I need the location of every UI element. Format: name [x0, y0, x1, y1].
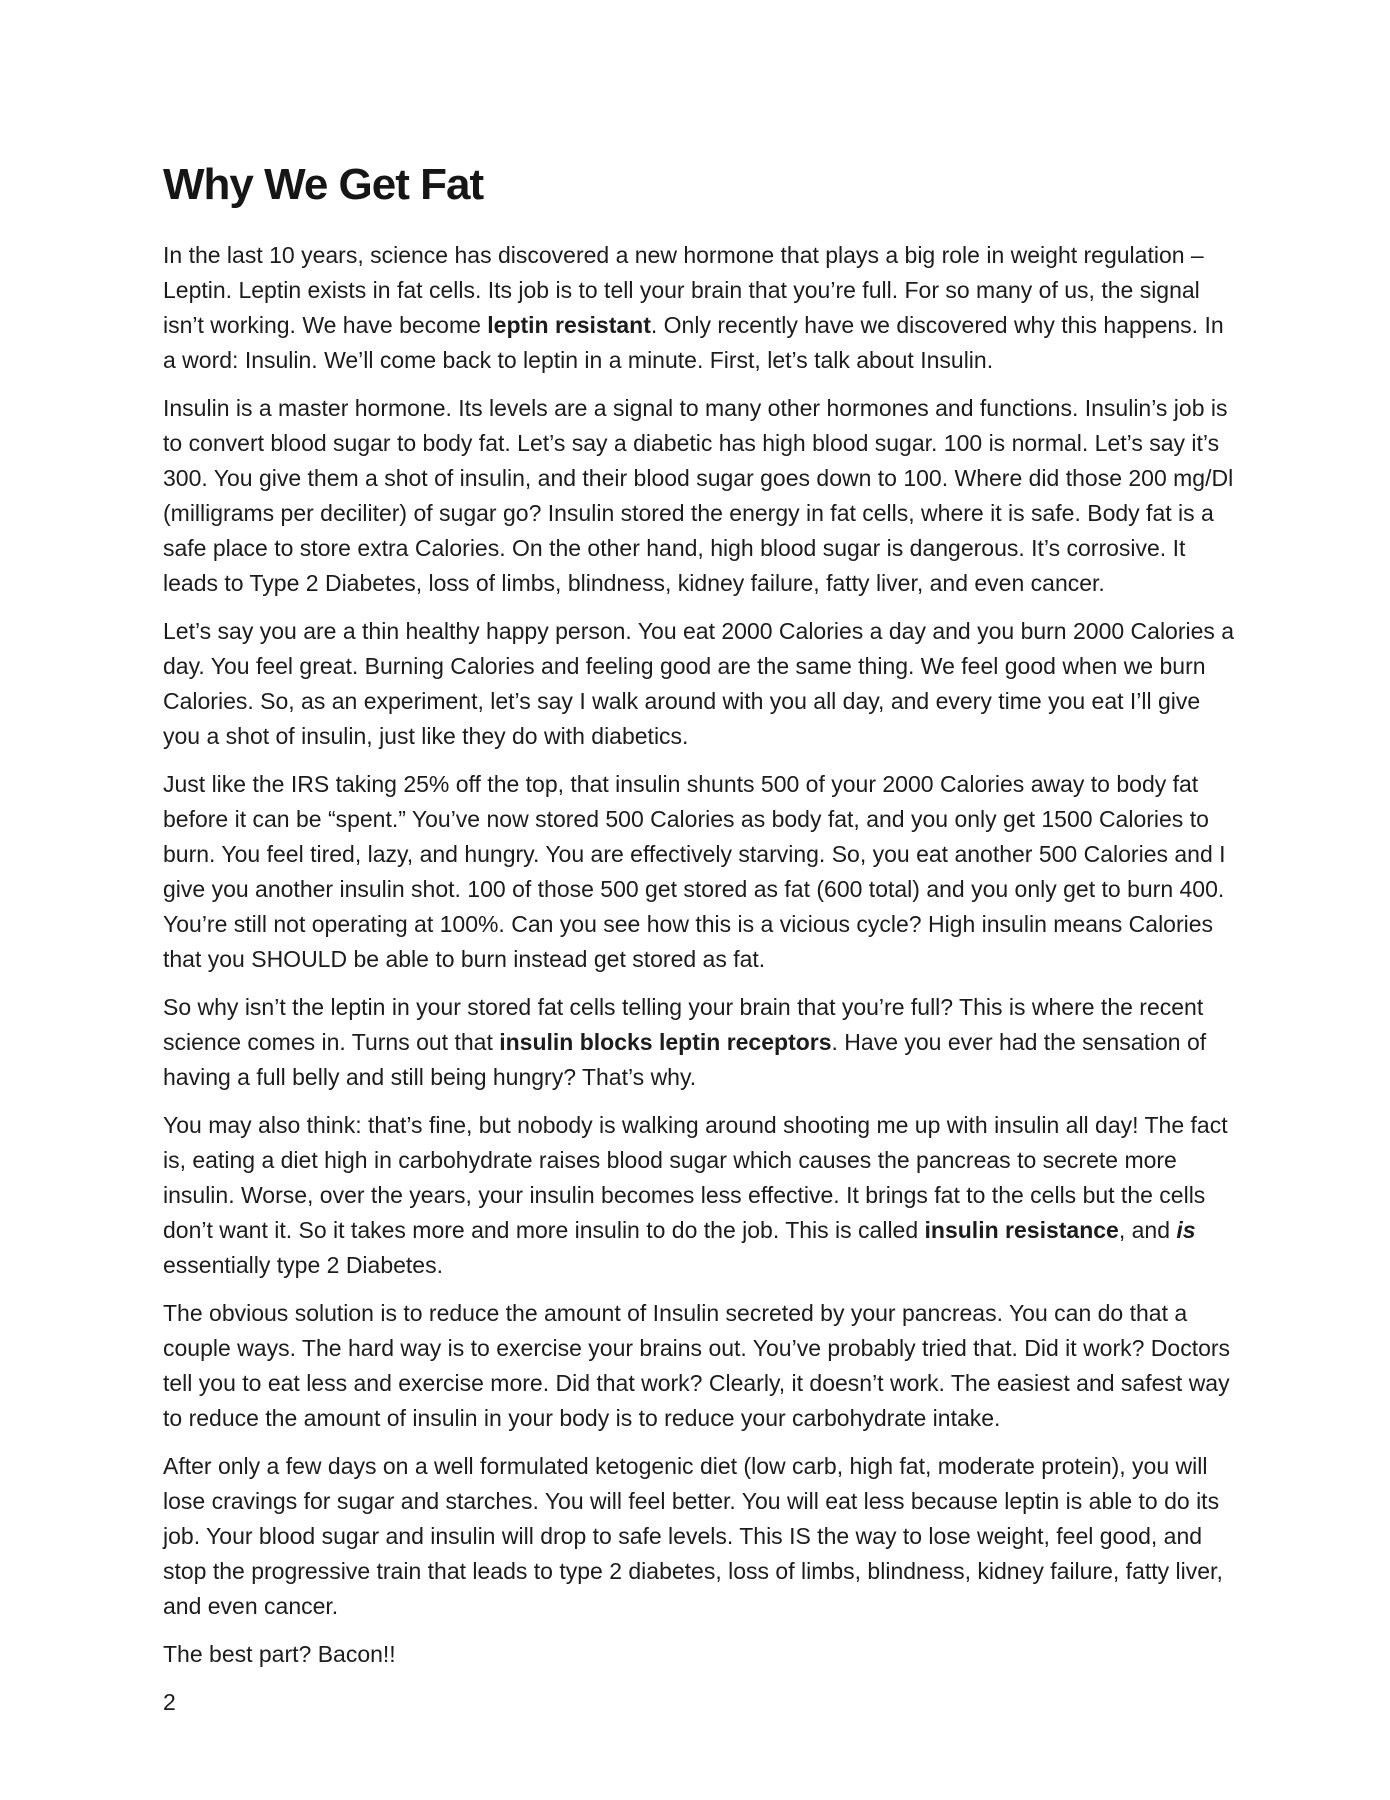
emphasized-text-run: is — [1176, 1216, 1196, 1243]
paragraph — [163, 1296, 1237, 1436]
emphasized-text-run: insulin blocks leptin receptors — [499, 1028, 832, 1055]
text-run: In the last 10 years, science has discovered a new hormone that plays a big role in weight regulation – Leptin. Leptin exists in fat cells. Its job is to tell your brain that you’re full. For so many of us, the signal isn’t working. We have become — [163, 241, 1204, 338]
page-title: Why We Get Fat — [163, 160, 484, 209]
paragraph — [163, 767, 1237, 977]
text-run: The obvious solution is to reduce the amount of Insulin secreted by your pancreas. You can do that a couple ways. The hard way is to exercise your brains out. You’ve probably tried that. Did it work? Doctors tell you to eat less and exercise more. Did that work? Clearly, it doesn’t work. The easiest and safest way to reduce the amount of insulin in your body is to reduce your carbohydrate intake. — [163, 1299, 1231, 1431]
text-run: . Only recently have we discovered why this happens. In a word: Insulin. We’ll come back to leptin in a minute. First, let’s talk about Insulin. — [163, 311, 1224, 373]
document-body — [163, 238, 1237, 1672]
text-run: , and — [1118, 1216, 1177, 1243]
text-run: Let’s say you are a thin healthy happy person. You eat 2000 Calories a day and you burn 2000 Calories a day. You feel great. Burning Calories and feeling good are the same thing. We feel good when we burn Calories. So, as an experiment, let’s say I walk around with you all day, and every time you eat I’ll give you a shot of insulin, just like they do with diabetics. — [163, 617, 1235, 749]
emphasized-text-run: insulin resistance — [924, 1216, 1119, 1243]
paragraph — [163, 238, 1237, 378]
text-run: After only a few days on a well formulated ketogenic diet (low carb, high fat, moderate protein), you will lose cravings for sugar and starches. You will feel better. You will eat less because leptin is able to do its job. Your blood sugar and insulin will drop to safe levels. This IS the way to lose weight, feel good, and stop the progressive train that leads to type 2 diabetes, loss of limbs, blindness, kidney failure, fatty liver, and even cancer. — [163, 1452, 1223, 1619]
paragraph — [163, 391, 1237, 601]
paragraph — [163, 1637, 1237, 1672]
text-run: Just like the IRS taking 25% off the top, that insulin shunts 500 of your 2000 Calories away to body fat before it can be “spent.” You’ve now stored 500 Calories as body fat, and you only get 1500 Calories to burn. You feel tired, lazy, and hungry. You are effectively starving. So, you eat another 500 Calories and I give you another insulin shot. 100 of those 500 get stored as fat (600 total) and you only get to burn 400. You’re still not operating at 100%. Can you see how this is a vicious cycle? High insulin means Calories that you SHOULD be able to burn instead get stored as fat. — [163, 770, 1226, 972]
page-number: 2 — [163, 1688, 176, 1715]
paragraph — [163, 1108, 1237, 1283]
paragraph — [163, 1449, 1237, 1624]
text-run: Insulin is a master hormone. Its levels are a signal to many other hormones and functions. Insulin’s job is to convert blood sugar to body fat. Let’s say a diabetic has high blood sugar. 100 is normal. Let’s say it’s 300. You give them a shot of insulin, and their blood sugar goes down to 100. Where did those 200 mg/Dl (milligrams per deciliter) of sugar go? Insulin stored the energy in fat cells, where it is safe. Body fat is a safe place to store extra Calories. On the other hand, high blood sugar is dangerous. It’s corrosive. It leads to Type 2 Diabetes, loss of limbs, blindness, kidney failure, fatty liver, and even cancer. — [163, 394, 1234, 596]
text-run: . Have you ever had the sensation of having a full belly and still being hungry? That’s why. — [163, 1028, 1207, 1090]
text-run: You may also think: that’s fine, but nobody is walking around shooting me up with insulin all day! The fact is, eating a diet high in carbohydrate raises blood sugar which causes the pancreas to secrete more insulin. Worse, over the years, your insulin becomes less effective. It brings fat to the cells but the cells don’t want it. So it takes more and more insulin to do the job. This is called — [163, 1111, 1228, 1243]
text-run: The best part? Bacon!! — [163, 1640, 396, 1667]
text-run: So why isn’t the leptin in your stored fat cells telling your brain that you’re full? This is where the recent science comes in. Turns out that — [163, 993, 1204, 1055]
text-run: essentially type 2 Diabetes. — [163, 1251, 443, 1278]
paragraph — [163, 614, 1237, 754]
emphasized-text-run: leptin resistant — [487, 311, 651, 338]
paragraph — [163, 990, 1237, 1095]
